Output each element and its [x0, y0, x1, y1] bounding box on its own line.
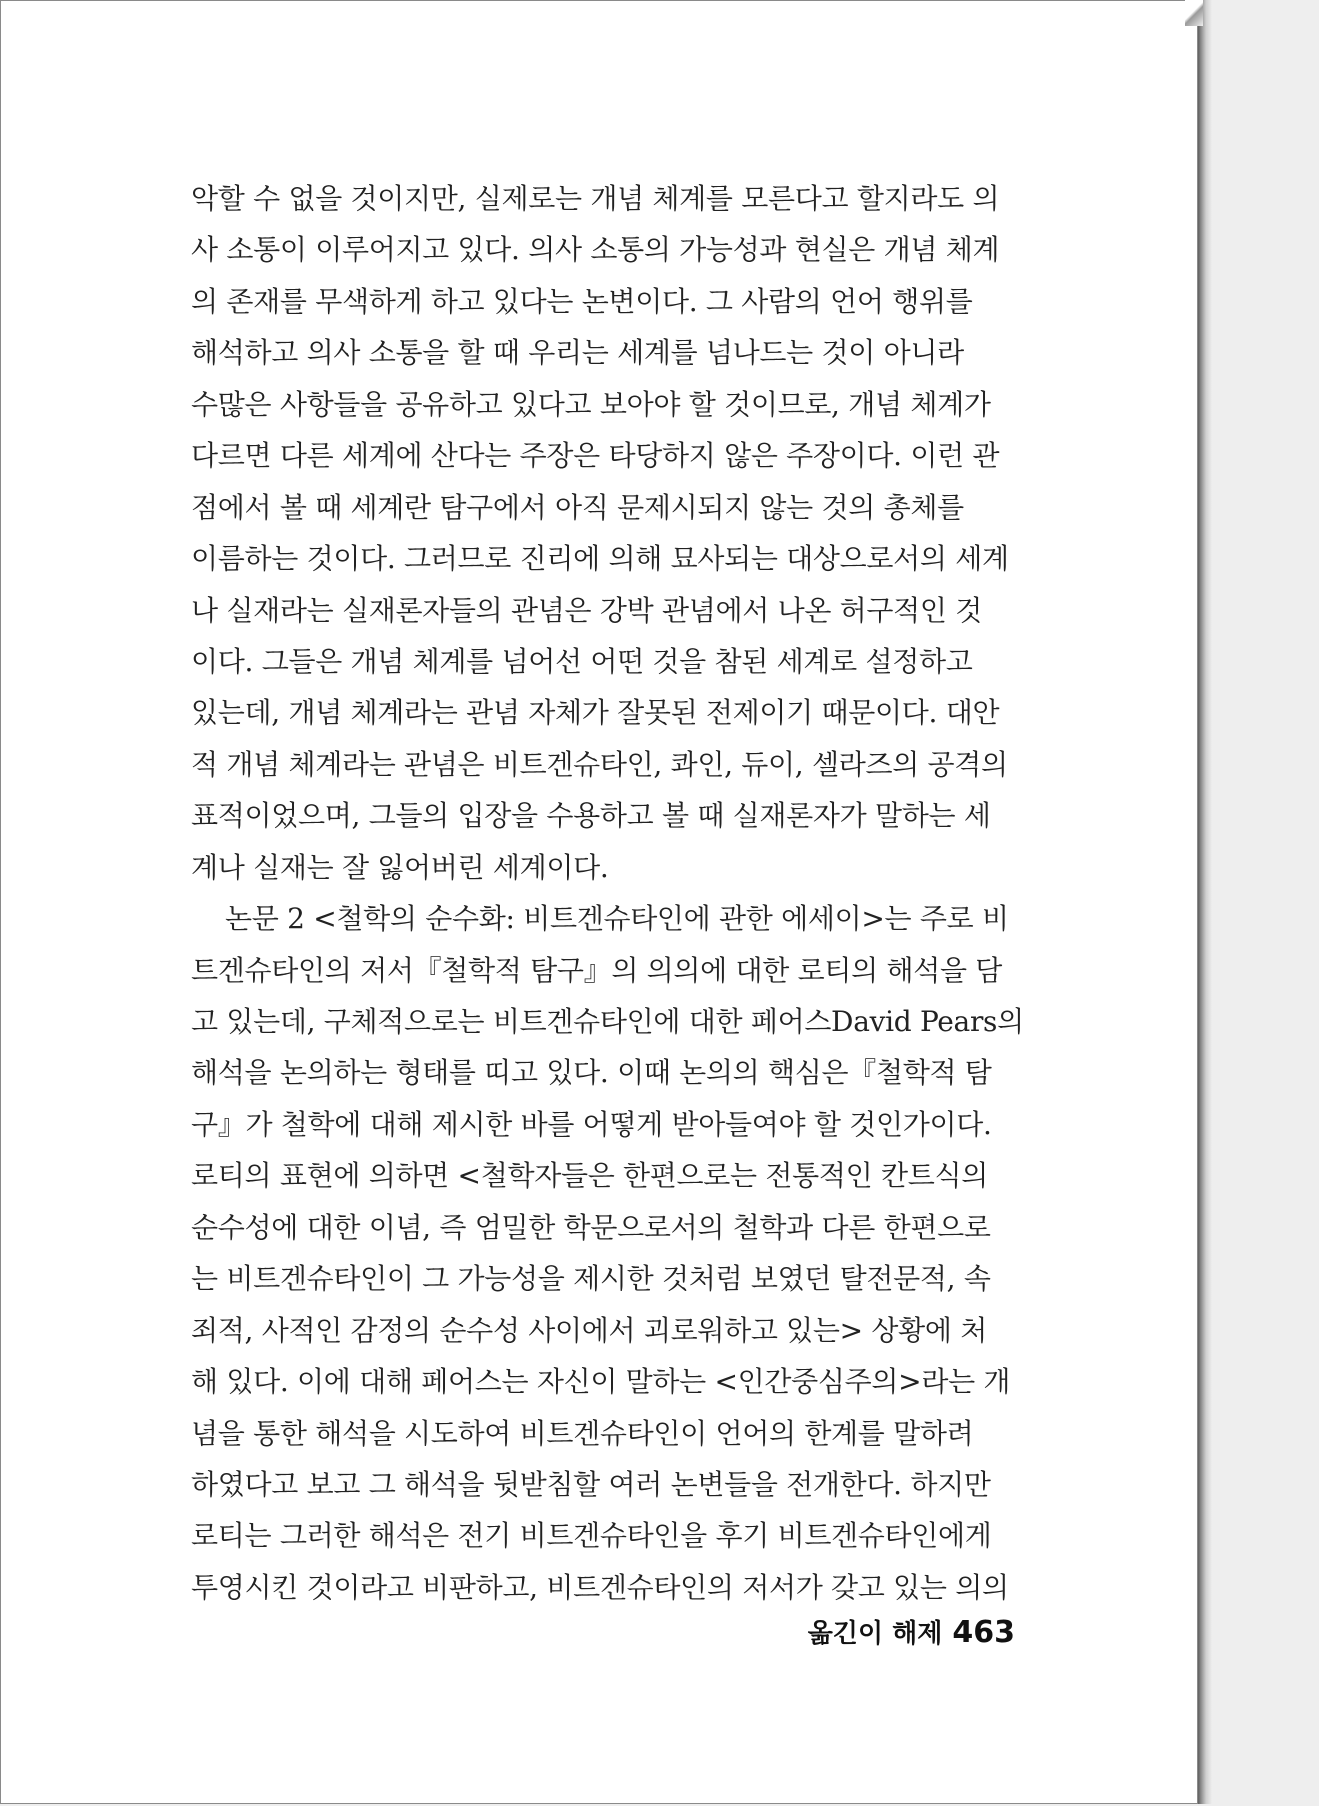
text-line: 순수성에 대한 이념, 즉 엄밀한 학문으로서의 철학과 다른 한편으로: [191, 1210, 991, 1244]
text-line: 죄적, 사적인 감정의 순수성 사이에서 괴로워하고 있는> 상황에 처: [191, 1313, 988, 1347]
text-line: 구』가 철학에 대해 제시한 바를 어떻게 받아들여야 할 것인가이다.: [191, 1107, 992, 1141]
text-line: 로티의 표현에 의하면 <철학자들은 한편으로는 전통적인 칸트식의: [191, 1159, 988, 1193]
running-footer-title: 옮긴이 해제: [807, 1619, 943, 1649]
text-line: 해 있다. 이에 대해 페어스는 자신이 말하는 <인간중심주의>라는 개: [191, 1365, 1011, 1399]
text-line: 이다. 그들은 개념 체계를 넘어선 어떤 것을 참된 세계로 설정하고: [191, 644, 973, 678]
text-line: 다르면 다른 세계에 산다는 주장은 타당하지 않은 주장이다. 이런 관: [191, 439, 1000, 473]
text-line: 악할 수 없을 것이지만, 실제로는 개념 체계를 모른다고 할지라도 의: [191, 182, 1000, 215]
text-line: 표적이었으며, 그들의 입장을 수용하고 볼 때 실재론자가 말하는 세: [191, 799, 991, 833]
text-line: 투영시킨 것이라고 비판하고, 비트겐슈타인의 저서가 갖고 있는 의의: [191, 1570, 1009, 1604]
text-line: 나 실재라는 실재론자들의 관념은 강박 관념에서 나온 허구적인 것: [191, 593, 983, 627]
page-corner: [1185, 0, 1203, 26]
text-line: 해석을 논의하는 형태를 띠고 있다. 이때 논의의 핵심은『철학적 탐: [191, 1056, 992, 1090]
body-text: [191, 173, 1039, 1613]
text-line: 사 소통이 이루어지고 있다. 의사 소통의 가능성과 현실은 개념 체계: [191, 233, 1000, 267]
text-line: 고 있는데, 구체적으로는 비트겐슈타인에 대한 페어스David Pears의: [191, 1005, 1024, 1038]
text-line: 하였다고 보고 그 해석을 뒷받침할 여러 논변들을 전개한다. 하지만: [191, 1467, 991, 1501]
text-line: 트겐슈타인의 저서『철학적 탐구』의 의의에 대한 로티의 해석을 담: [191, 953, 1003, 987]
text-line: 념을 통한 해석을 시도하여 비트겐슈타인이 언어의 한계를 말하려: [191, 1416, 974, 1450]
paragraph-start-line: 논문 2 <철학의 순수화: 비트겐슈타인에 관한 에세이>는 주로 비: [225, 902, 1009, 936]
text-line: 점에서 볼 때 세계란 탐구에서 아직 문제시되지 않는 것의 총체를: [191, 490, 964, 524]
text-line: 적 개념 체계라는 관념은 비트겐슈타인, 콰인, 듀이, 셀라즈의 공격의: [191, 747, 1008, 781]
text-line: 는 비트겐슈타인이 그 가능성을 제시한 것처럼 보였던 탈전문적, 속: [191, 1262, 991, 1296]
text-line: 로티는 그러한 해석은 전기 비트겐슈타인을 후기 비트겐슈타인에게: [191, 1519, 992, 1553]
text-line: 해석하고 의사 소통을 할 때 우리는 세계를 넘나드는 것이 아니라: [191, 336, 964, 370]
text-line: 수많은 사항들을 공유하고 있다고 보아야 할 것이므로, 개념 체계가: [191, 387, 991, 421]
text-line: 계나 실재는 잘 잃어버린 세계이다.: [191, 850, 609, 884]
text-line: 의 존재를 무색하게 하고 있다는 논변이다. 그 사람의 언어 행위를: [191, 284, 973, 318]
text-line: 있는데, 개념 체계라는 관념 자체가 잘못된 전제이기 때문이다. 대안: [191, 696, 1000, 730]
page-footer: [801, 1613, 1015, 1650]
text-line: 이름하는 것이다. 그러므로 진리에 의해 묘사되는 대상으로서의 세계: [191, 542, 1009, 576]
page-edge-shadow: [1198, 0, 1212, 1804]
page-number: 463: [952, 1615, 1015, 1650]
